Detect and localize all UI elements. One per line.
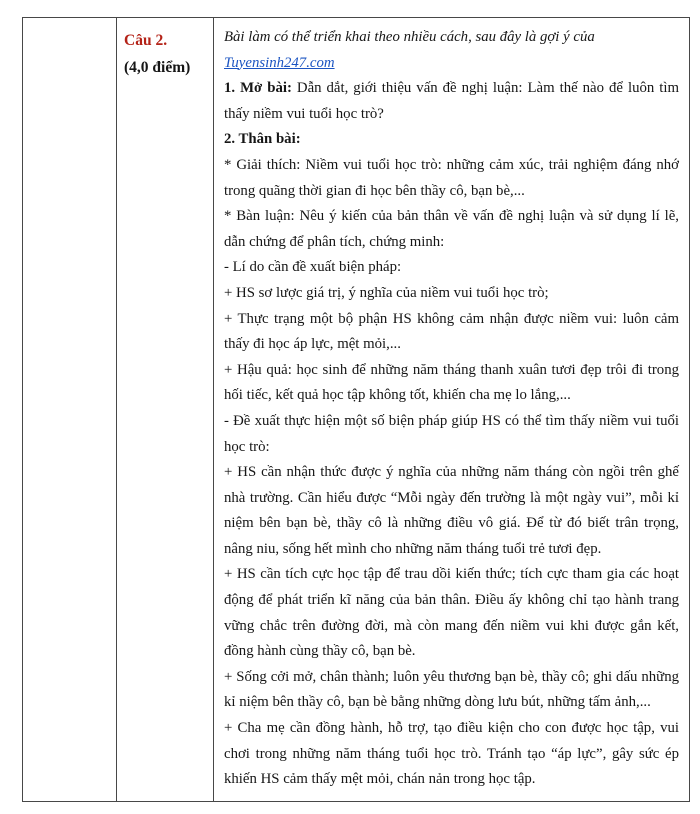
rubric-paragraph-thuc-trang: + Thực trạng một bộ phận HS không cảm nhận được niềm vui: luôn cảm thấy đi học áp lực, mệt mỏi,... xyxy=(224,310,679,353)
link-line xyxy=(224,51,679,77)
rubric-paragraph-than-bai: 2. Thân bài: xyxy=(224,131,301,148)
rubric-paragraph-nhan-thuc: + HS cần nhận thức được ý nghĩa của những năm tháng còn ngồi trên ghế nhà trường. Cần hiểu được “Mỗi ngày đến trường là một ngày vui”, mỗi kỉ niệm bên bạn bè, thầy cô là những điều vô giá. Để từ đó biết trân trọng, nâng niu, sống hết mình cho những năm tháng tuổi trẻ tươi đẹp. xyxy=(224,464,679,557)
question-number: Câu 2. xyxy=(124,32,168,49)
intro-note: Bài làm có thể triển khai theo nhiều cách, sau đây là gợi ý của xyxy=(224,29,595,45)
rubric-paragraph-tich-cuc: + HS cần tích cực học tập để trau dồi kiến thức; tích cực tham gia các hoạt động để phát triển kĩ năng của bản thân. Điều ấy không chỉ tạo hành trang vững chắc trên đường đời, mà còn mang đến niềm vui khi được gắn kết, đồng hành cùng thầy cô, bạn bè. xyxy=(224,566,679,660)
rubric-paragraph-giai-thich: * Giải thích: Niềm vui tuổi học trò: những cảm xúc, trải nghiệm đáng nhớ trong quãng thời gian đi học bên thầy cô, bạn bè,... xyxy=(224,156,679,199)
question-points: (4,0 điểm) xyxy=(124,59,191,76)
rubric-paragraph-gia-tri: + HS sơ lược giá trị, ý nghĩa của niềm vui tuổi học trò; xyxy=(224,284,549,301)
rubric-paragraph-ban-luan: * Bàn luận: Nêu ý kiến của bản thân về vấn đề nghị luận và sử dụng lí lẽ, dẫn chứng để phân tích, chứng minh: xyxy=(224,208,679,250)
tuyensinh247-link[interactable]: Tuyensinh247.com xyxy=(224,54,335,71)
rubric-paragraph-cha-me: + Cha mẹ cần đồng hành, hỗ trợ, tạo điều kiện cho con được học tập, vui chơi trong những năm tháng tuổi học trò. Tránh tạo “áp lực”, gây sức ép khiến HS cảm thấy mệt mỏi, chán nản trong học tập. xyxy=(224,720,679,788)
answer-rubric-table xyxy=(22,17,690,802)
table-cell-answer-content xyxy=(214,18,689,801)
rubric-paragraph-li-do: - Lí do cần đề xuất biện pháp: xyxy=(224,259,402,276)
rubric-paragraph-song-coi-mo: + Sống cởi mở, chân thành; luôn yêu thương bạn bè, thầy cô; ghi dấu những kỉ niệm bên thầy cô, bạn bè bằng những dòng lưu bút, những tấm ảnh,... xyxy=(224,668,679,711)
rubric-paragraph-mo-bai: 1. Mở bài: Dẫn dắt, giới thiệu vấn đề nghị luận: Làm thế nào để luôn tìm thấy niềm vui tuổi học trò? xyxy=(224,80,679,122)
rubric-paragraph-hau-qua: + Hậu quả: học sinh để những năm tháng thanh xuân tươi đẹp trôi đi trong hối tiếc, kết quả học tập không tốt, khiến cha mẹ lo lắng,... xyxy=(224,361,679,404)
rubric-paragraph-de-xuat: - Đề xuất thực hiện một số biện pháp giúp HS có thể tìm thấy niềm vui tuổi học trò: xyxy=(224,412,679,455)
table-cell-question xyxy=(117,18,214,801)
table-cell-empty-margin xyxy=(23,18,117,801)
